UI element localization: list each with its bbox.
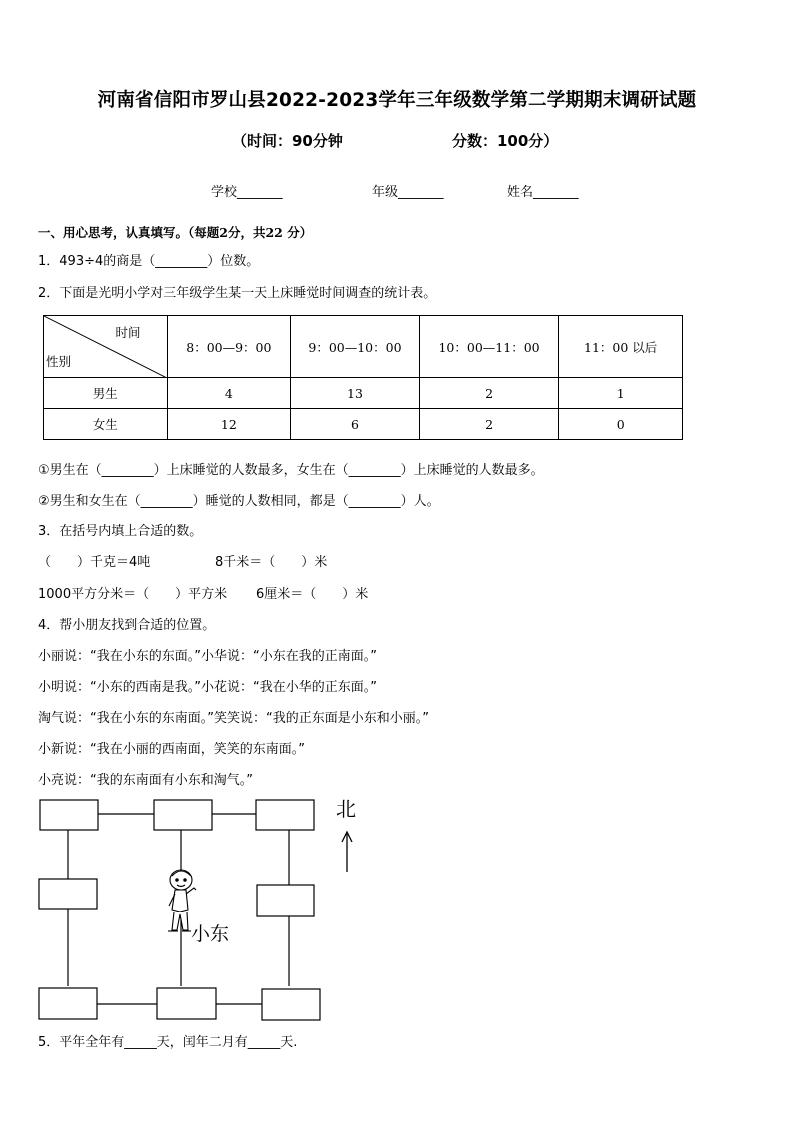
sleep-time-table	[43, 315, 683, 440]
table-cell: 1	[559, 378, 683, 409]
answer-box[interactable]	[154, 800, 212, 830]
question-5: 5．平年全年有_____天，闰年二月有_____天.	[38, 1035, 298, 1050]
table-cell: 0	[559, 409, 683, 440]
question-3-d: 6厘米＝（ ）米	[256, 587, 369, 602]
question-3-c: 1000平方分米＝（ ）平方米	[38, 587, 228, 602]
name-field: 姓名_______	[507, 185, 579, 200]
question-3-a: （ ）千克＝4吨	[38, 555, 151, 570]
column-header: 10：00—11：00	[419, 316, 559, 378]
question-2-part-1: ①男生在（________）上床睡觉的人数最多，女生在（________）上床睡觉的人数最多。	[38, 463, 544, 478]
question-1: 1．493÷4的商是（________）位数。	[38, 254, 260, 269]
answer-box[interactable]	[257, 885, 314, 916]
question-4-line: 小明说：“小东的西南是我。”小花说：“我在小华的正东面。”	[38, 680, 377, 695]
question-4: 4．帮小朋友找到合适的位置。	[38, 618, 216, 633]
answer-box[interactable]	[39, 988, 97, 1019]
school-field: 学校_______	[211, 185, 283, 200]
corner-time-label: 时间	[115, 325, 141, 340]
question-3-b: 8千米＝（ ）米	[215, 555, 328, 570]
table-cell: 12	[167, 409, 291, 440]
corner-gender-label: 性别	[46, 354, 72, 369]
row-label: 女生	[44, 409, 168, 440]
exam-score: 分数：100分）	[452, 132, 559, 150]
column-header: 11：00 以后	[559, 316, 683, 378]
answer-box[interactable]	[40, 800, 98, 830]
question-4-line: 小亮说：“我的东南面有小东和淘气。”	[38, 773, 253, 788]
column-header: 8：00—9：00	[167, 316, 291, 378]
question-3: 3．在括号内填上合适的数。	[38, 524, 203, 539]
answer-box[interactable]	[157, 988, 216, 1019]
question-2-part-2: ②男生和女生在（________）睡觉的人数相同，都是（________）人。	[38, 494, 440, 509]
table-cell: 4	[167, 378, 291, 409]
answer-box[interactable]	[39, 879, 97, 909]
question-2: 2．下面是光明小学对三年级学生某一天上床睡觉时间调查的统计表。	[38, 286, 437, 301]
row-label: 男生	[44, 378, 168, 409]
north-label: 北	[336, 797, 356, 821]
table-row-boys	[44, 378, 683, 409]
question-4-line: 小新说：“我在小丽的西南面，笑笑的东南面。”	[38, 742, 305, 757]
table-cell: 6	[291, 409, 420, 440]
page-title: 河南省信阳市罗山县2022-2023学年三年级数学第二学期期末调研试题	[97, 90, 697, 111]
table-corner-cell	[44, 316, 168, 378]
child-figure-icon	[168, 870, 196, 931]
section-heading: 一、用心思考，认真填写。（每题2分，共22 分）	[38, 225, 313, 240]
answer-box[interactable]	[256, 800, 314, 830]
table-cell: 2	[419, 378, 559, 409]
answer-box[interactable]	[262, 989, 320, 1020]
table-cell: 2	[419, 409, 559, 440]
grade-field: 年级_______	[372, 185, 444, 200]
exam-time: （时间：90分钟	[232, 132, 343, 150]
column-header: 9：00—10：00	[291, 316, 420, 378]
position-map	[36, 792, 376, 1032]
question-4-line: 淘气说：“我在小东的东南面。”笑笑说：“我的正东面是小东和小丽。”	[38, 711, 429, 726]
question-4-line: 小丽说：“我在小东的东面。”小华说：“小东在我的正南面。”	[38, 649, 377, 664]
center-label: 小东	[191, 923, 230, 945]
table-cell: 13	[291, 378, 420, 409]
table-row-girls	[44, 409, 683, 440]
north-arrow-icon	[342, 832, 352, 872]
